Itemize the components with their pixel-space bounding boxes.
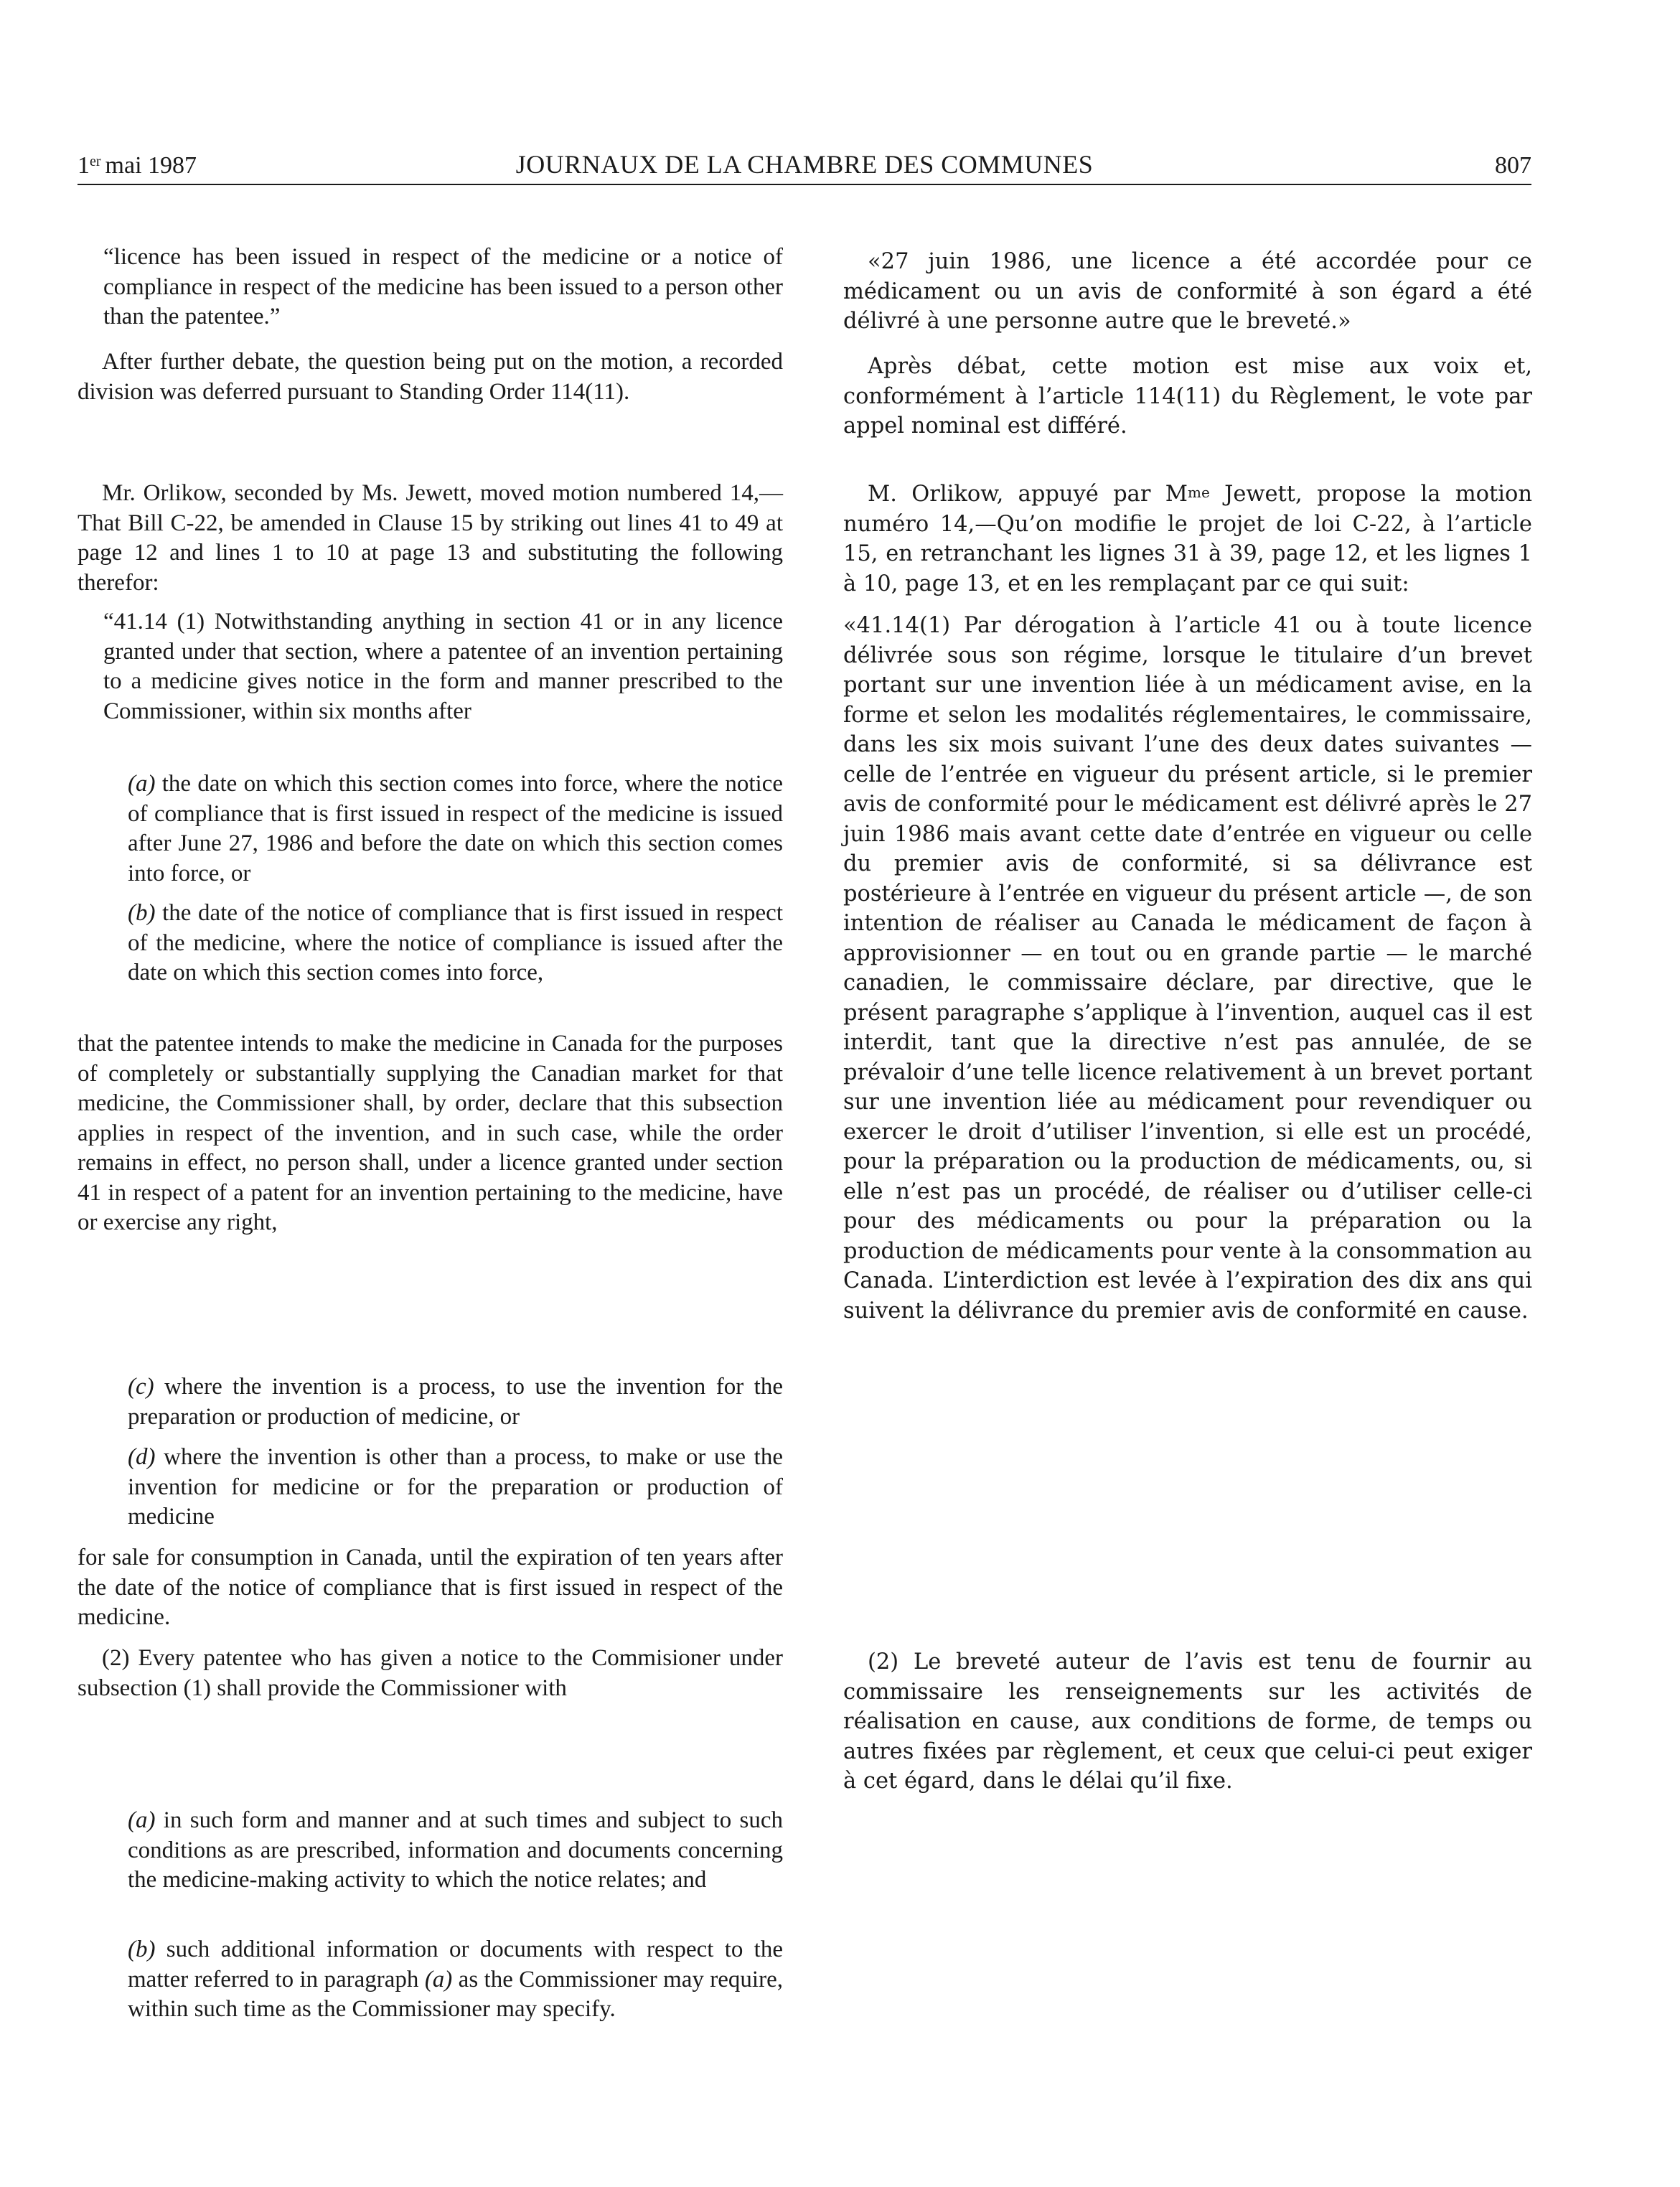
page-number: 807 bbox=[1495, 152, 1531, 179]
fr-paragraph: (2) Le breveté auteur de l’avis est tenu de fournir au commissaire les renseignements sur les activités de réalisation en cause, aux conditions de forme, de temps ou autres fixées par règlement, et ceux que celui-ci peut exiger à cet égard, dans le délai qu’il fixe. bbox=[843, 1649, 1532, 1794]
header-date: 1er mai 1987 bbox=[78, 152, 197, 179]
en-paragraph: (c) where the invention is a process, to use the invention for the preparation or production of medicine, or bbox=[128, 1374, 783, 1430]
en-paragraph: (b) the date of the notice of compliance that is first issued in respect of the medicine, where the notice of compliance is issued after the date on which this section comes into force, bbox=[128, 900, 783, 985]
en-paragraph: (2) Every patentee who has given a notice to the Commisioner under subsection (1) shall provide the Commissioner with bbox=[78, 1645, 783, 1701]
en-paragraph: Mr. Orlikow, seconded by Ms. Jewett, moved motion numbered 14,—That Bill C-22, be amended in Clause 15 by striking out lines 41 to 49 at page 12 and lines 1 to 10 at page 13 and substituting the following therefor: bbox=[78, 480, 783, 596]
fr-paragraph: «27 juin 1986, une licence a été accordée pour ce médicament ou un avis de conformité à son égard a été délivré à une personne autre que le breveté.» bbox=[843, 249, 1532, 334]
fr-paragraph: M. Orlikow, appuyé par $M^{me}$ Jewett, propose la motion numéro 14,—Qu’on modifie le projet de loi C-22, à l’article 15, en retranchant les lignes 31 à 39, page 12, et les lignes 1 à 10, page 13, et en les remplaçant par ce qui suit: bbox=[843, 482, 1532, 596]
en-paragraph: (a) the date on which this section comes into force, where the notice of compliance that is first issued in respect of the medicine is issued after June 27, 1986 and before the date on which this section comes into force, or bbox=[128, 771, 783, 886]
en-paragraph: After further debate, the question being put on the motion, a recorded division was deferred pursuant to Standing Order 114(11). bbox=[78, 349, 783, 405]
en-paragraph: that the patentee intends to make the medicine in Canada for the purposes of completely or substantially supplying the Canadian market for that medicine, the Commissioner shall, by order, declare that this subsection applies in respect of the invention, and in such case, while the order remains in effect, no person shall, under a licence granted under section 41 in respect of a patent for an invention pertaining to the medicine, have or exercise any right, bbox=[78, 1031, 783, 1235]
en-paragraph: (d) where the invention is other than a process, to make or use the invention for medicine or for the preparation or production of medicine bbox=[128, 1444, 783, 1530]
en-paragraph: for sale for consumption in Canada, until the expiration of ten years after the date of the notice of compliance that is first issued in respect of the medicine. bbox=[78, 1545, 783, 1630]
fr-paragraph: «41.14(1) Par dérogation à l’article 41 ou à toute licence délivrée sous son régime, lorsque le titulaire d’un brevet portant sur une invention liée à un médicament avise, en la forme et selon les modalités réglementaires, le commissaire, dans les six mois suivant l’une des deux dates suivantes — celle de l’entrée en vigueur du présent article, si le premier avis de conformité pour le médicament est délivré après le 27 juin 1986 mais avant cette date d’entrée en vigueur ou celle du premier avis de conformité, si sa délivrance est postérieure à l’entrée en vigueur du présent article —, de son intention de réaliser au Canada le médicament de façon à approvisionner — en tout ou en grande partie — le marché canadien, le commissaire déclare, par directive, que le présent paragraphe s’applique à l’invention, auquel cas il est interdit, tant que la directive n’est pas annulée, de se prévaloir d’une telle licence relativement à un brevet portant sur une invention liée au médicament pour revendiquer ou exercer le droit d’utiliser l’invention, si elle est un procédé, pour la préparation ou la production de médicaments, ou, si elle n’est pas un procédé, de réaliser ou d’utiliser celle-ci pour des médicaments ou pour la préparation ou la production de médicaments pour vente à la consommation au Canada. L’interdiction est levée à l’expiration des dix ans qui suivent la délivrance du premier avis de conformité en cause. bbox=[843, 613, 1532, 1324]
fr-paragraph: Après débat, cette motion est mise aux voix et, conformément à l’article 114(11) du Règlement, le vote par appel nominal est différé. bbox=[843, 354, 1532, 439]
en-paragraph: “41.14 (1) Notwithstanding anything in section 41 or in any licence granted under that section, where a patentee of an invention pertaining to a medicine gives notice in the form and manner prescribed to the Commissioner, within six months after bbox=[103, 609, 783, 724]
page-header bbox=[78, 144, 1531, 185]
en-paragraph: “licence has been issued in respect of the medicine or a notice of compliance in respect of the medicine has been issued to a person other than the patentee.” bbox=[103, 244, 783, 329]
en-paragraph: (b) such additional information or documents with respect to the matter referred to in paragraph (a) as the Commissioner may require, within such time as the Commissioner may specify. bbox=[128, 1937, 783, 2022]
header-title: JOURNAUX DE LA CHAMBRE DES COMMUNES bbox=[515, 150, 1094, 179]
en-paragraph: (a) in such form and manner and at such times and subject to such conditions as are prescribed, information and documents concerning the medicine-making activity to which the notice relates; and bbox=[128, 1807, 783, 1893]
